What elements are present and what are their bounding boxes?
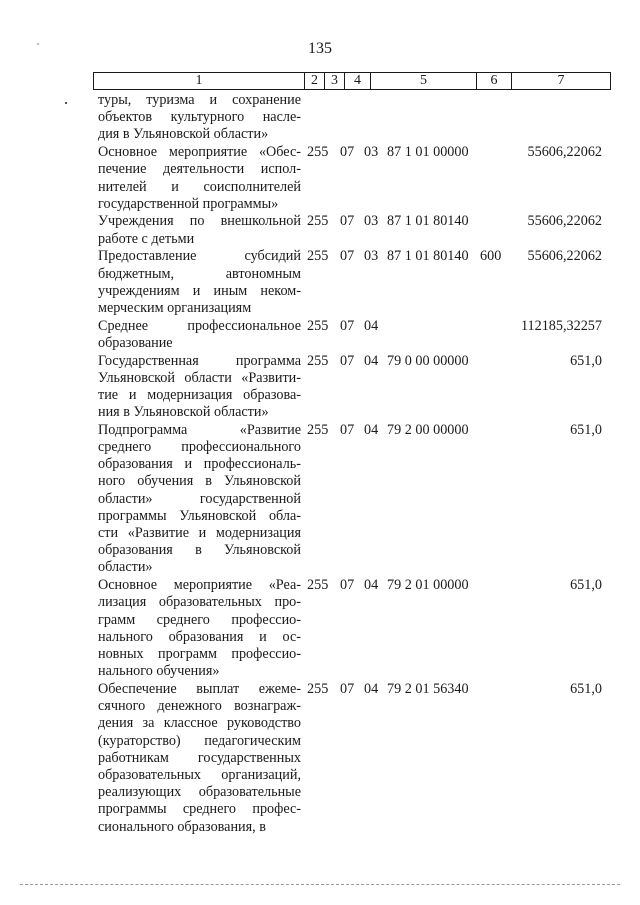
header-col-5: 5 — [371, 73, 477, 89]
row-name-line: нителей и соисполнителей — [98, 178, 301, 195]
row-name-line: образования и профессиональ- — [98, 456, 301, 473]
table-row — [98, 92, 608, 144]
table-row — [98, 318, 608, 352]
table-row — [98, 213, 608, 247]
cell-pr: 03 — [364, 144, 379, 161]
row-name-line: ного обучения в Ульяновской — [98, 473, 301, 490]
cell-gr: 255 — [307, 213, 329, 230]
header-col-3: 3 — [325, 73, 345, 89]
row-name — [98, 681, 301, 836]
row-name-line: Основное мероприятие «Обес- — [98, 144, 301, 161]
cell-pr: 04 — [364, 421, 379, 438]
cell-csr: 79 2 00 00000 — [387, 421, 469, 438]
row-name-line: государственной программы» — [98, 195, 279, 212]
cell-sum: 55606,22062 — [527, 248, 602, 265]
cell-gr: 255 — [307, 577, 329, 594]
row-name — [98, 92, 301, 144]
cell-rz: 07 — [340, 680, 355, 697]
row-name-line: дения за классное руководство — [98, 715, 301, 732]
row-name-line: образование — [98, 334, 173, 351]
cell-csr: 87 1 01 80140 — [387, 248, 469, 265]
table-row — [98, 577, 608, 680]
cell-rz: 07 — [340, 144, 355, 161]
row-name-line: образовательных организаций, — [98, 766, 301, 783]
scan-bottom-edge — [20, 884, 620, 886]
row-name-line: нального обучения» — [98, 663, 220, 680]
scan-speck — [37, 43, 39, 45]
cell-pr: 04 — [364, 577, 379, 594]
row-name-line: образования в Ульяновской — [98, 542, 301, 559]
row-name-line: Ульяновской области «Развити- — [98, 369, 301, 386]
cell-pr: 03 — [364, 248, 379, 265]
row-name — [98, 318, 301, 352]
cell-rz: 07 — [340, 248, 355, 265]
cell-gr: 255 — [307, 421, 329, 438]
cell-sum: 651,0 — [570, 352, 602, 369]
row-name-line: программы Ульяновской обла- — [98, 507, 301, 524]
row-name-line: работникам государственных — [98, 749, 301, 766]
row-name-line: сионального образования, в — [98, 818, 266, 835]
row-name-line: сячного денежного вознаграж- — [98, 698, 301, 715]
row-name-line: (кураторство) педагогическим — [98, 732, 301, 749]
header-col-7: 7 — [557, 73, 565, 88]
table-row — [98, 681, 608, 836]
row-name-line: реализующих образовательные — [98, 784, 301, 801]
row-name — [98, 144, 301, 213]
cell-gr: 255 — [307, 144, 329, 161]
row-name-line: Государственная программа — [98, 352, 301, 369]
row-name-line: Подпрограмма «Развитие — [98, 421, 301, 438]
table-row — [98, 422, 608, 577]
header-col-1: 1 — [94, 73, 305, 89]
cell-gr: 255 — [307, 248, 329, 265]
table-row — [98, 248, 608, 317]
row-name-line: программы среднего профес- — [98, 801, 301, 818]
cell-gr: 255 — [307, 352, 329, 369]
cell-rz: 07 — [340, 577, 355, 594]
cell-sum: 112185,32257 — [520, 317, 602, 334]
row-name-line: области» государственной — [98, 490, 301, 507]
row-name-line: Основное мероприятие «Реа- — [98, 577, 301, 594]
row-name-line: дия в Ульяновской области» — [98, 126, 269, 143]
row-name-line: тие и модернизация образова- — [98, 386, 301, 403]
row-name-line: лизация образовательных про- — [98, 594, 301, 611]
table-row — [98, 353, 608, 422]
row-name-line: бюджетным, автономным — [98, 265, 301, 282]
cell-vr: 600 — [480, 248, 502, 265]
row-name-line: среднего профессионального — [98, 439, 301, 456]
table-body — [98, 92, 608, 836]
cell-csr: 87 1 01 00000 — [387, 144, 469, 161]
cell-csr: 79 0 00 00000 — [387, 352, 469, 369]
row-name-line: работе с детьми — [98, 230, 195, 247]
header-col-2: 2 — [305, 73, 325, 89]
row-name-line: Учреждения по внешкольной — [98, 213, 301, 230]
row-name — [98, 248, 301, 317]
row-name-line: объектов культурного насле- — [98, 109, 301, 126]
cell-pr: 04 — [364, 680, 379, 697]
header-col-6: 6 — [477, 73, 512, 89]
row-name — [98, 353, 301, 422]
row-name-line: Обеспечение выплат ежеме- — [98, 680, 301, 697]
cell-gr: 255 — [307, 680, 329, 697]
page-number: 135 — [308, 40, 332, 57]
cell-pr: 03 — [364, 213, 379, 230]
row-name-line: новных программ профессио- — [98, 646, 301, 662]
row-name — [98, 422, 301, 577]
row-name-line: Среднее профессиональное — [98, 317, 301, 334]
cell-csr: 87 1 01 80140 — [387, 213, 469, 230]
cell-pr: 04 — [364, 352, 379, 369]
scan-speck — [65, 102, 67, 104]
cell-sum: 55606,22062 — [527, 213, 602, 230]
header-col-4: 4 — [345, 73, 371, 89]
cell-sum: 55606,22062 — [527, 144, 602, 161]
cell-csr: 79 2 01 00000 — [387, 577, 469, 594]
row-name — [98, 213, 301, 247]
cell-rz: 07 — [340, 213, 355, 230]
cell-sum: 651,0 — [570, 577, 602, 594]
cell-rz: 07 — [340, 317, 355, 334]
table-row — [98, 144, 608, 213]
row-name-line: ния в Ульяновской области» — [98, 404, 269, 421]
row-name-line: Предоставление субсидий — [98, 248, 301, 265]
cell-sum: 651,0 — [570, 680, 602, 697]
row-name-line: мерческим организациям — [98, 299, 252, 316]
cell-gr: 255 — [307, 317, 329, 334]
row-name-line: печение деятельности испол- — [98, 161, 301, 178]
table-header — [93, 72, 611, 90]
row-name-line: туры, туризма и сохранение — [98, 92, 301, 108]
cell-csr: 79 2 01 56340 — [387, 680, 469, 697]
row-name-line: учреждениям и иным неком- — [98, 282, 301, 299]
cell-sum: 651,0 — [570, 421, 602, 438]
cell-rz: 07 — [340, 352, 355, 369]
cell-rz: 07 — [340, 421, 355, 438]
row-name-line: грамм среднего профессио- — [98, 611, 301, 628]
cell-pr: 04 — [364, 317, 379, 334]
row-name — [98, 577, 301, 680]
row-name-line: сти «Развитие и модернизация — [98, 525, 301, 542]
row-name-line: нального образования и ос- — [98, 628, 301, 645]
row-name-line: области» — [98, 559, 153, 576]
